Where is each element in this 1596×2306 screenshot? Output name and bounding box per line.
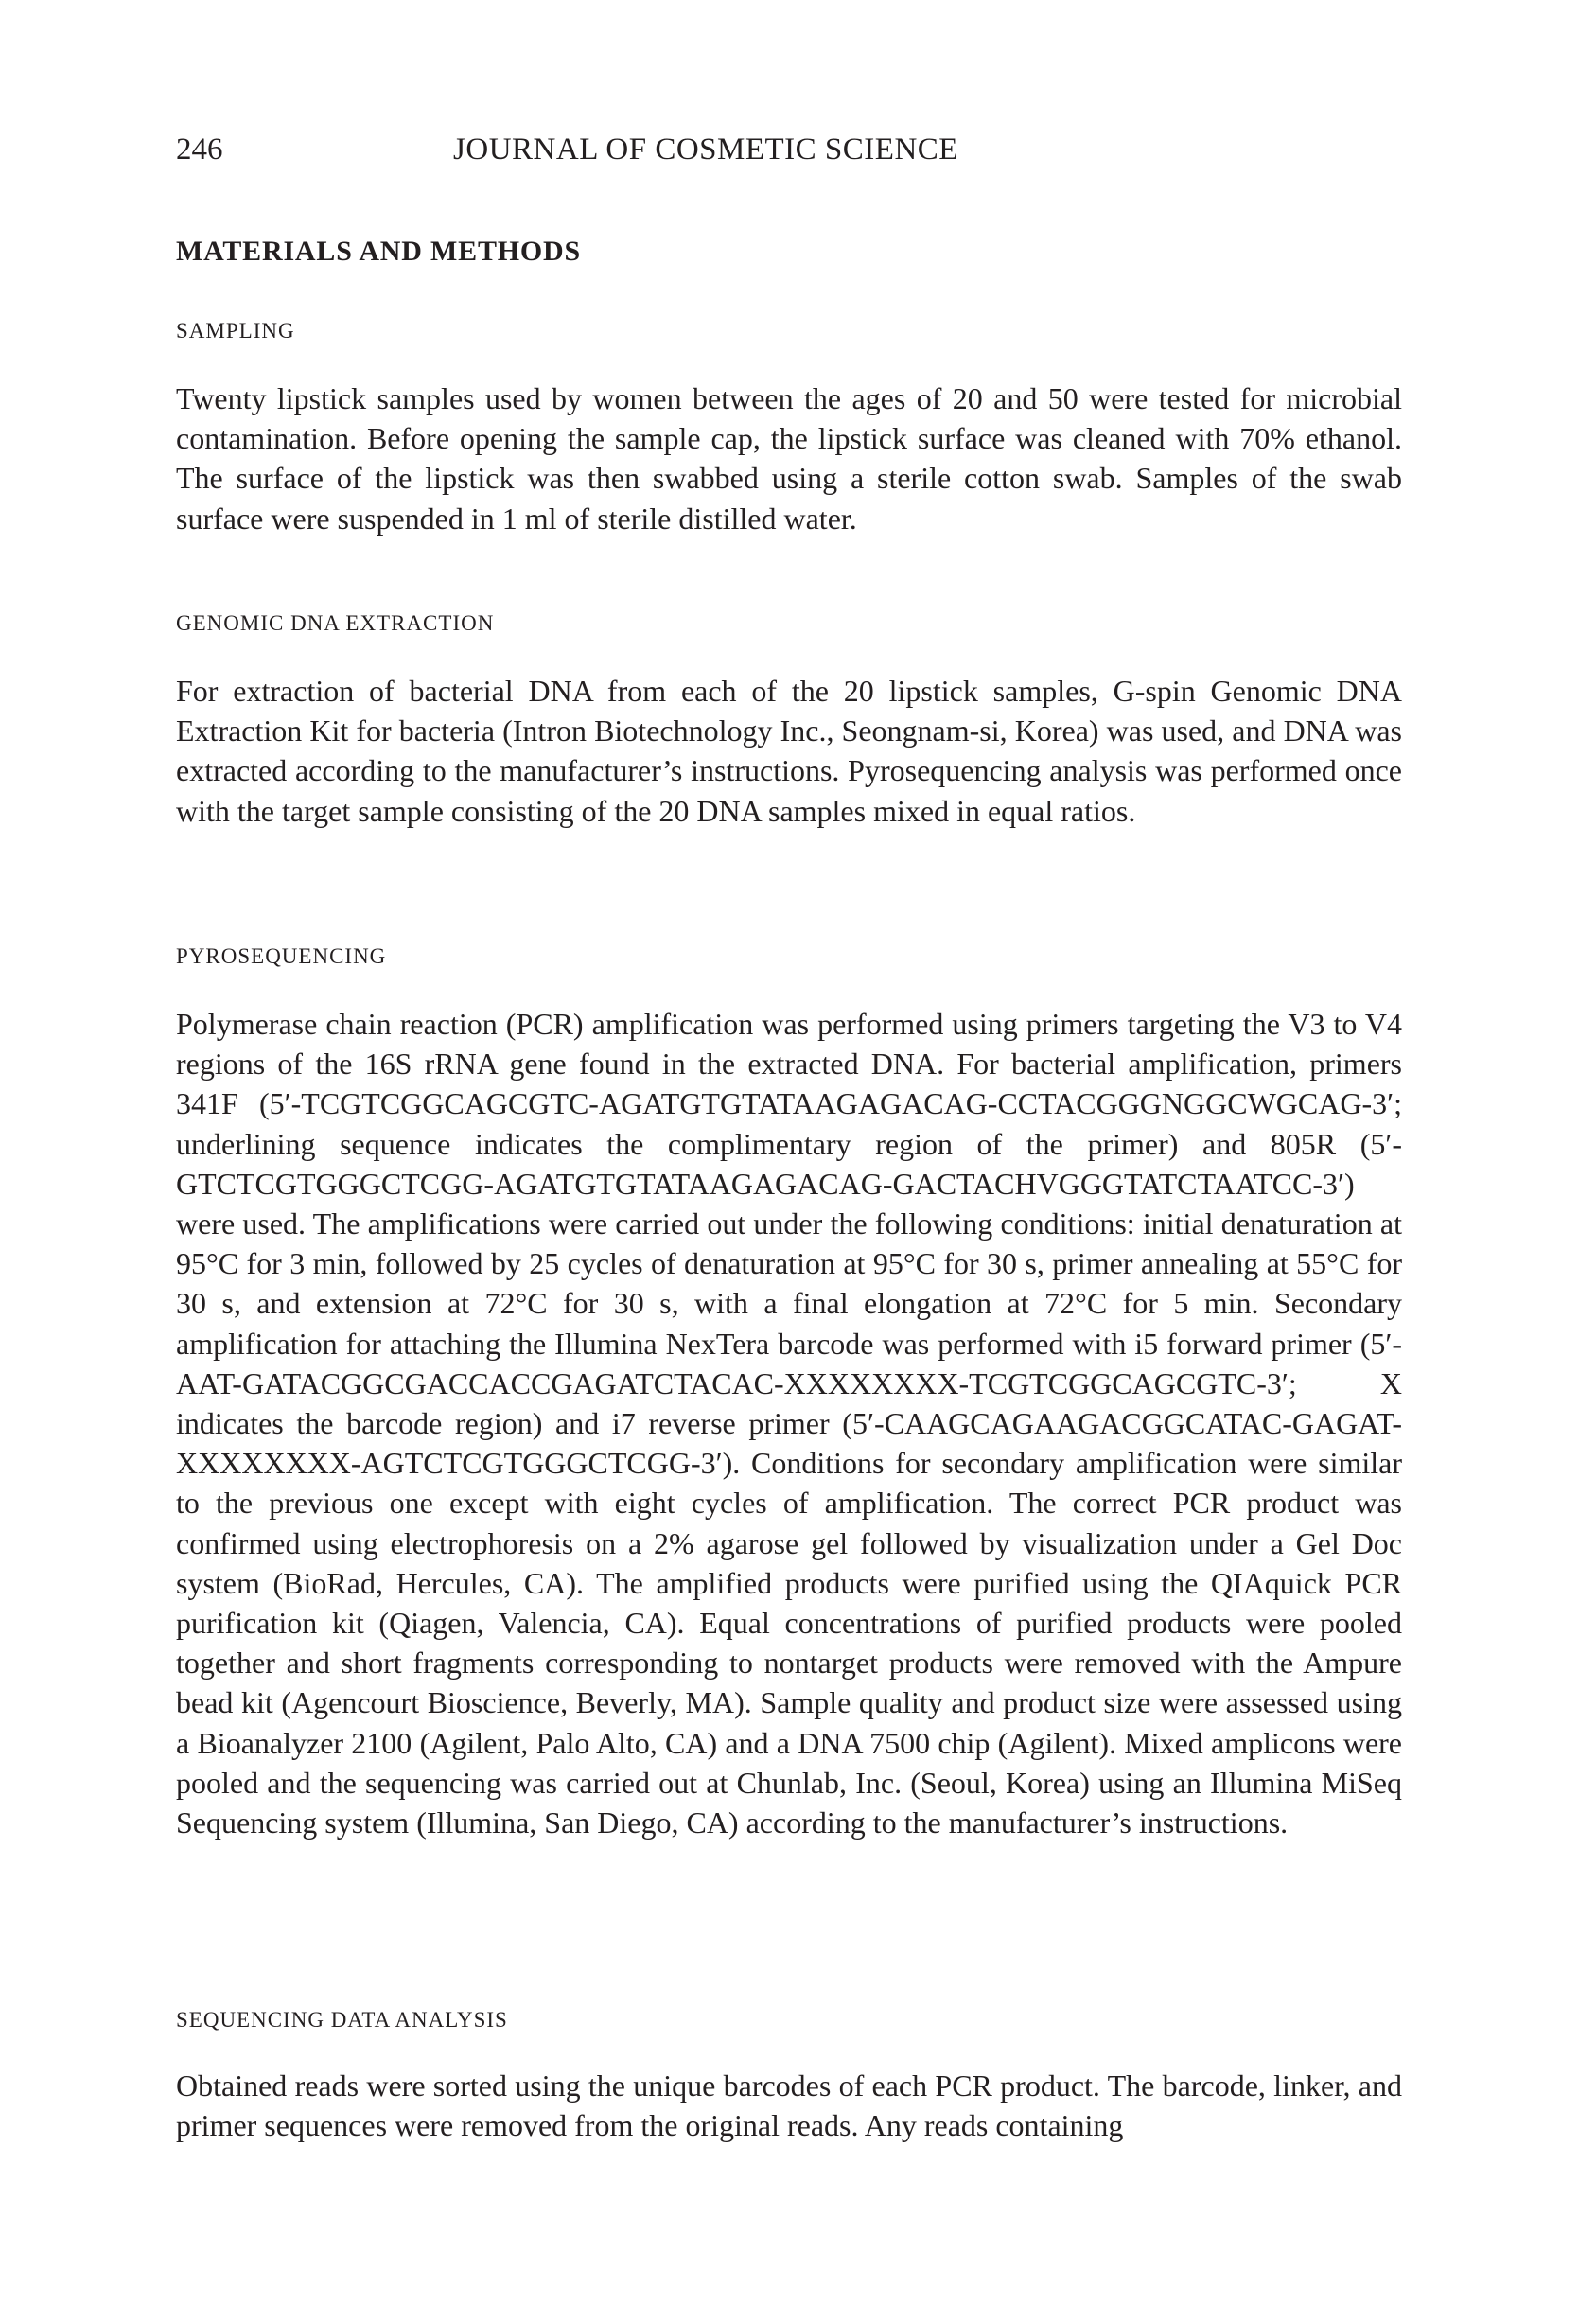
section-heading: MATERIALS AND METHODS (176, 236, 581, 267)
paragraph-genomic-dna-extraction: For extraction of bacterial DNA from each of the 20 lipstick samples, G-spin Genomic DNA Extraction Kit for bacteria (Intron Biotechnology Inc., Seongnam-si, Korea) was used, and DNA was extracted according to the manufacturer’s instructions. Pyrosequencing analysis was performed once with the target sample consisting of the 20 DNA samples mixed in equal ratios. (176, 674, 1402, 828)
paragraph-pyrosequencing: Polymerase chain reaction (PCR) amplification was performed using primers targeting the V3 to V4 regions of the 16S rRNA gene found in the extracted DNA. For bacterial amplification, primers 341F (5′-TCGTCGGCAGCGTC-AGATGTGTATAAGAGACAG-CCTACGGGNGGCWGCAG-3′; underlining sequence indicates the complimentary region of the primer) and 805R (5′-GTCTCGTGGGCTCGG-AGATGTGTATAAGAGACAG-GACTACHVGGGTATCTAATCC-3′) were used. The amplifications were carried out under the following conditions: initial denaturation at 95°C for 3 min, followed by 25 cycles of denaturation at 95°C for 30 s, primer annealing at 55°C for 30 s, and extension at 72°C for 30 s, with a final elongation at 72°C for 5 min. Secondary amplification for attaching the Illumina NexTera barcode was performed with i5 forward primer (5′-AAT-GATACGGCGACCACCGAGATCTACAC-XXXXXXXX-TCGTCGGCAGCGTC-3′; X indicates the barcode region) and i7 reverse primer (5′-CAAGCAGAAGACGGCATAC-GAGAT-XXXXXXXX-AGTCTCGTGGGCTCGG-3′). Conditions for secondary amplification were similar to the previous one except with eight cycles of amplification. The correct PCR product was confirmed using electrophoresis on a 2% agarose gel followed by visualization under a Gel Doc system (BioRad, Hercules, CA). The amplified products were purified using the QIAquick PCR purification kit (Qiagen, Valencia, CA). Equal concentrations of purified products were pooled together and short fragments corresponding to nontarget products were removed with the Ampure bead kit (Agencourt Bioscience, Beverly, MA). Sample quality and product size were assessed using a Bioanalyzer 2100 (Agilent, Palo Alto, CA) and a DNA 7500 chip (Agilent). Mixed amplicons were pooled and the sequencing was carried out at Chunlab, Inc. (Seoul, Korea) using an Illumina MiSeq Sequencing system (Illumina, San Diego, CA) according to the manufacturer’s instructions. (176, 1007, 1402, 1840)
paragraph-sampling: Twenty lipstick samples used by women between the ages of 20 and 50 were tested for microbial contamination. Before opening the sample cap, the lipstick surface was cleaned with 70% ethanol. The surface of the lipstick was then swabbed using a sterile cotton swab. Samples of the swab surface were suspended in 1 ml of sterile distilled water. (176, 381, 1402, 536)
subheading-pyrosequencing: PYROSEQUENCING (176, 944, 387, 968)
subheading-sampling: SAMPLING (176, 319, 295, 343)
running-head (176, 129, 1402, 170)
page-number: 246 (176, 132, 223, 167)
subheading-sequencing-data-analysis: SEQUENCING DATA ANALYSIS (176, 2008, 508, 2032)
subheading-genomic-dna-extraction: GENOMIC DNA EXTRACTION (176, 611, 495, 635)
journal-title: JOURNAL OF COSMETIC SCIENCE (453, 132, 958, 167)
paragraph-sequencing-data-analysis: Obtained reads were sorted using the unique barcodes of each PCR product. The barcode, linker, and primer sequences were removed from the original reads. Any reads containing (176, 2068, 1402, 2143)
